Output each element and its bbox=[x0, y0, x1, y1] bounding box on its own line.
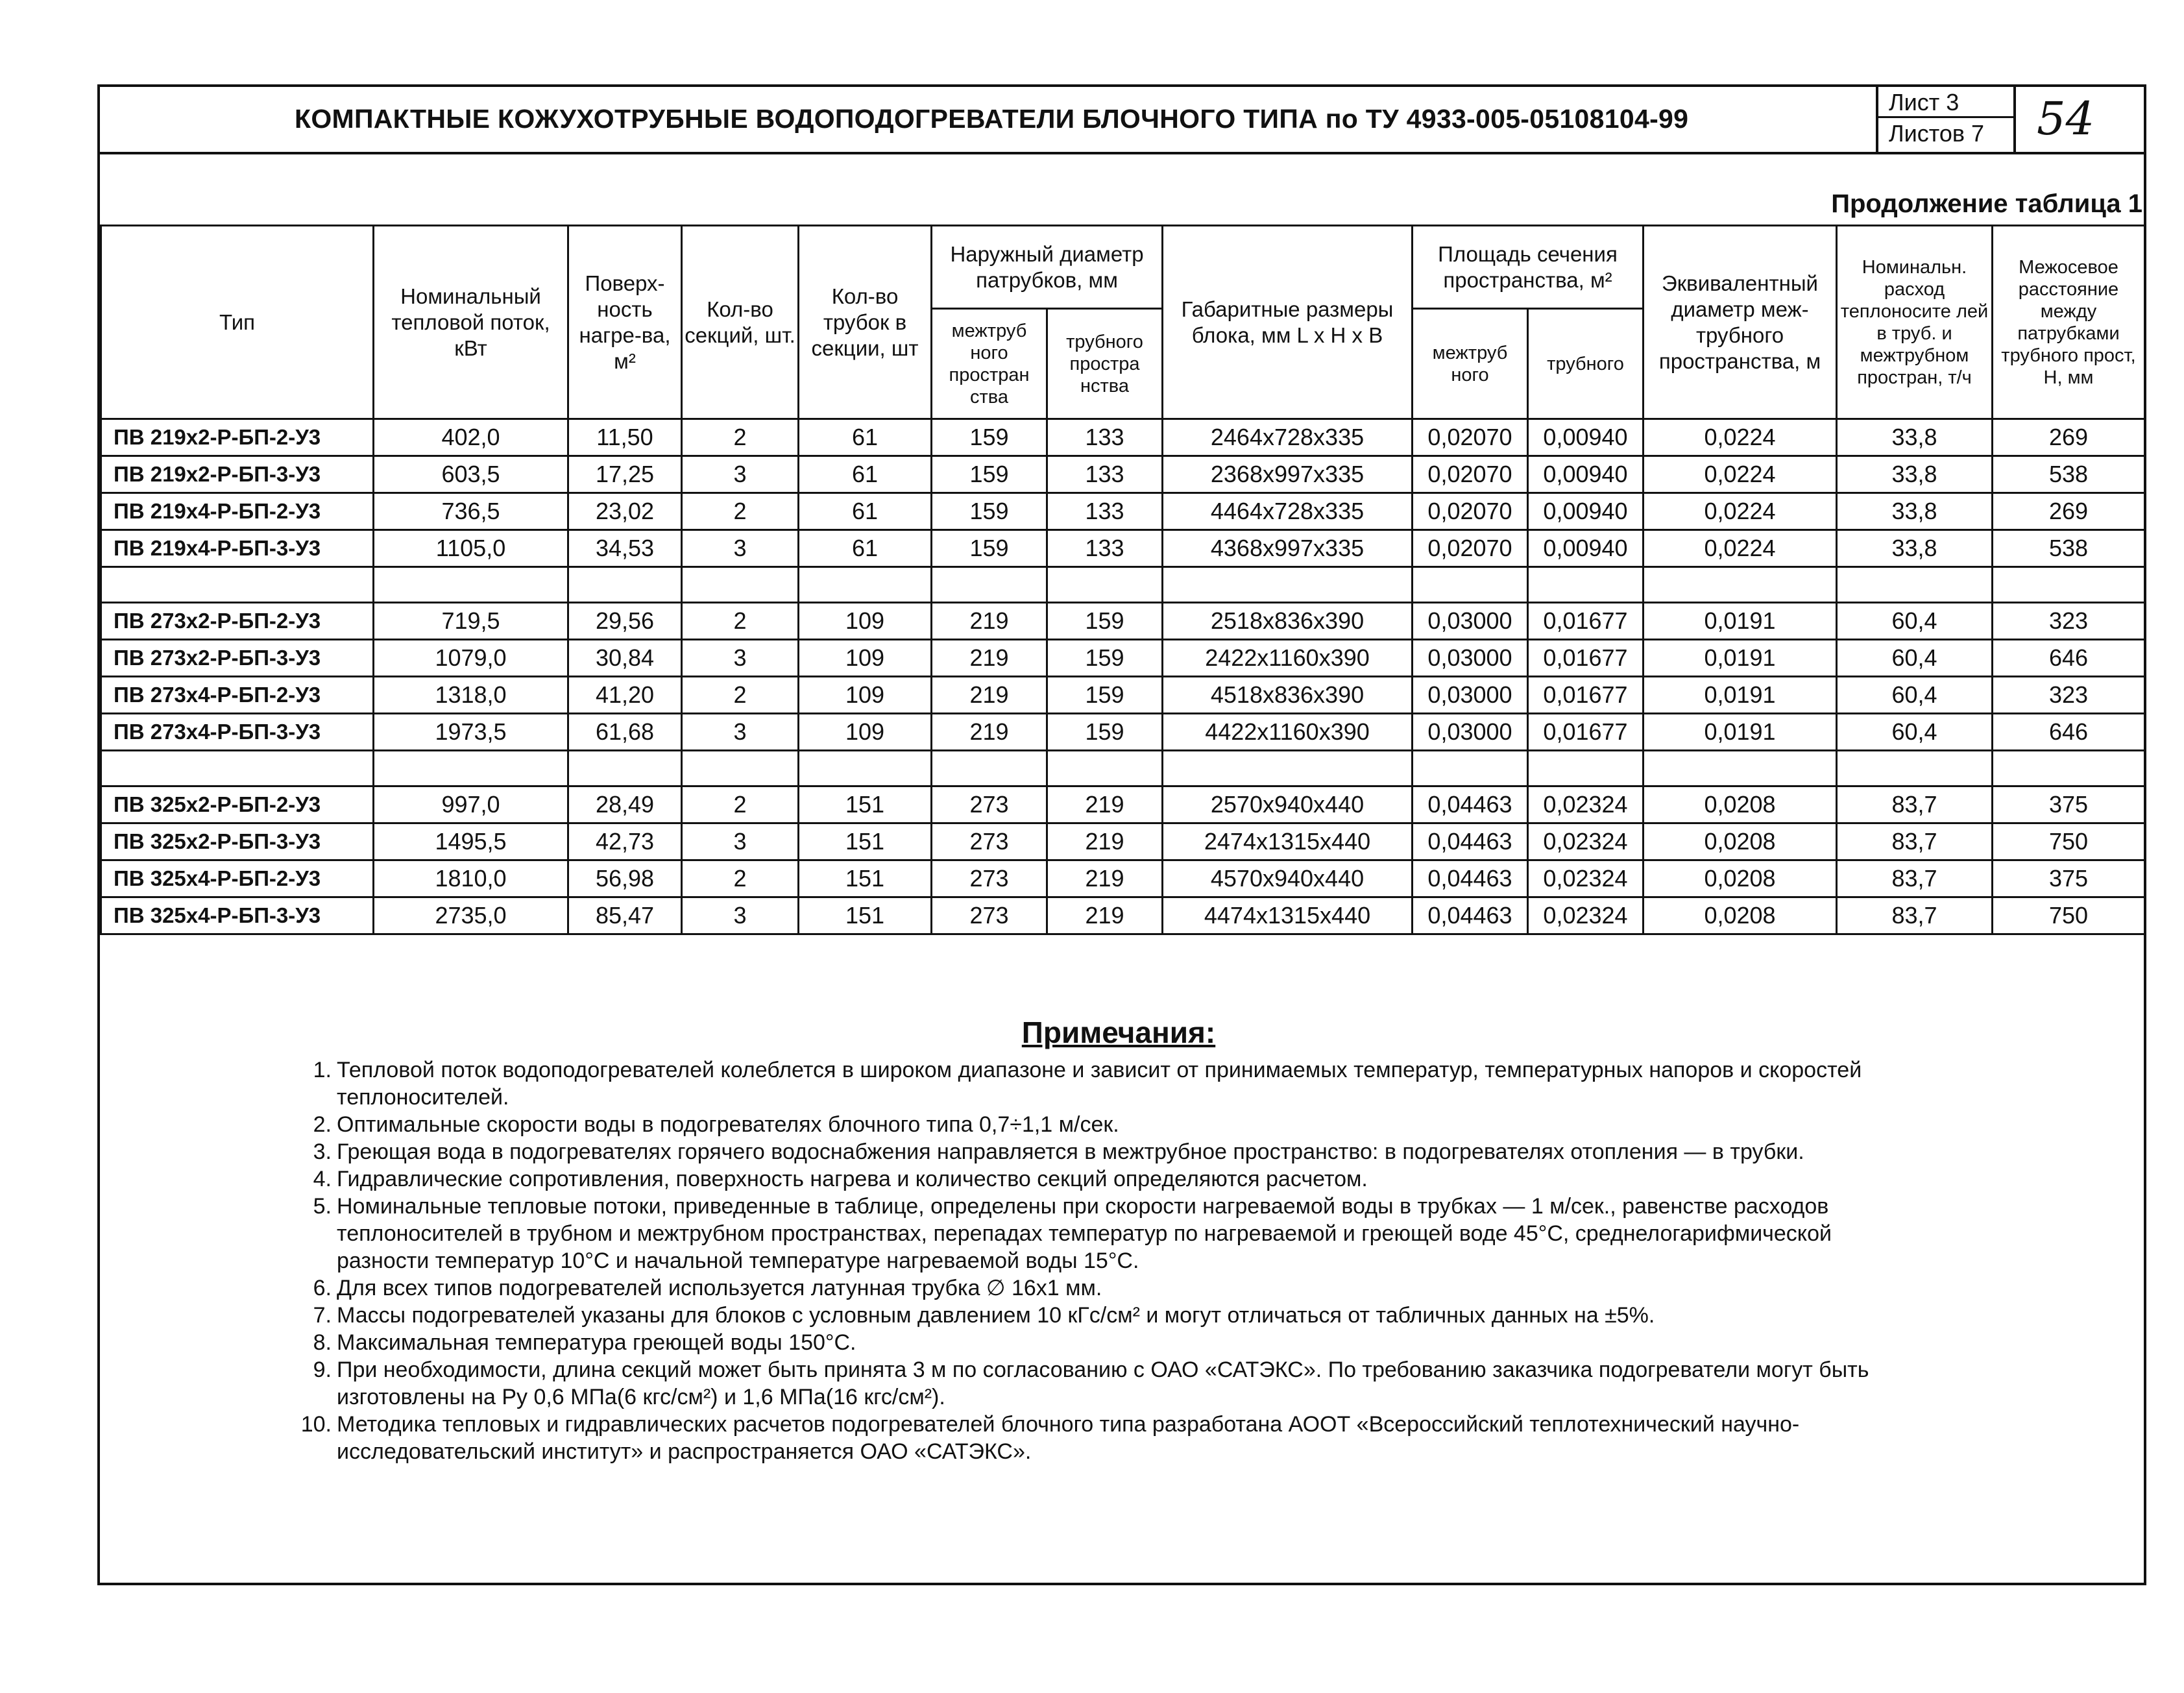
cell-type: ПВ 325х4-Р-БП-3-У3 bbox=[101, 897, 374, 934]
table-cell: 273 bbox=[932, 860, 1047, 897]
table-cell: 4368х997х335 bbox=[1163, 530, 1413, 567]
table-cell: 133 bbox=[1047, 530, 1163, 567]
table-cell: 538 bbox=[1993, 530, 2145, 567]
empty-cell bbox=[1047, 751, 1163, 786]
table-row bbox=[101, 456, 2145, 493]
note-number: 2. bbox=[313, 1112, 332, 1137]
table-cell: 2518х836х390 bbox=[1163, 603, 1413, 640]
cell-type: ПВ 273х4-Р-БП-2-У3 bbox=[101, 677, 374, 714]
header-nozzle-tube: трубного простра нства bbox=[1047, 309, 1163, 419]
table-row bbox=[101, 493, 2145, 530]
table-cell: 0,04463 bbox=[1413, 786, 1528, 823]
cell-type: ПВ 219х2-Р-БП-2-У3 bbox=[101, 419, 374, 456]
empty-cell bbox=[1993, 567, 2145, 603]
table-cell: 4464х728х335 bbox=[1163, 493, 1413, 530]
table-cell: 0,0224 bbox=[1644, 530, 1837, 567]
sheet-info bbox=[1876, 87, 2016, 152]
table-row bbox=[101, 897, 2145, 934]
table-cell: 0,02324 bbox=[1528, 786, 1644, 823]
table-cell: 159 bbox=[1047, 677, 1163, 714]
note-item bbox=[311, 1193, 1907, 1274]
table-row bbox=[101, 640, 2145, 677]
table-cell: 151 bbox=[799, 786, 932, 823]
note-item bbox=[300, 1411, 1907, 1465]
table-cell: 0,0191 bbox=[1644, 603, 1837, 640]
table-cell: 2 bbox=[682, 419, 799, 456]
table-cell: 736,5 bbox=[374, 493, 568, 530]
header-dimensions: Габаритные размеры блока, мм L x H x B bbox=[1163, 226, 1413, 419]
table-cell: 273 bbox=[932, 786, 1047, 823]
empty-cell bbox=[682, 567, 799, 603]
table-cell: 0,03000 bbox=[1413, 714, 1528, 751]
table-cell: 56,98 bbox=[568, 860, 682, 897]
empty-cell bbox=[682, 751, 799, 786]
table-cell: 4422х1160х390 bbox=[1163, 714, 1413, 751]
table-cell: 2 bbox=[682, 603, 799, 640]
note-text: Для всех типов подогревателей используется латунная трубка ∅ 16х1 мм. bbox=[337, 1276, 1102, 1300]
header-equivalent-diameter: Эквивалентный диаметр меж-трубного пространства, м bbox=[1644, 226, 1837, 419]
handwritten-page-number: 54 bbox=[2037, 92, 2095, 145]
table-header bbox=[101, 226, 2145, 419]
table-cell: 2474х1315х440 bbox=[1163, 823, 1413, 860]
table-cell: 159 bbox=[932, 493, 1047, 530]
table-cell: 323 bbox=[1993, 677, 2145, 714]
table-cell: 2464х728х335 bbox=[1163, 419, 1413, 456]
note-number: 7. bbox=[313, 1303, 332, 1328]
table-cell: 159 bbox=[932, 530, 1047, 567]
table-row bbox=[101, 677, 2145, 714]
table-cell: 719,5 bbox=[374, 603, 568, 640]
document-frame bbox=[97, 84, 2146, 1585]
note-text: Гидравлические сопротивления, поверхность нагрева и количество секций определяются расчетом. bbox=[337, 1167, 1368, 1191]
note-text: Греющая вода в подогревателях горячего водоснабжения направляется в межтрубное пространство: в подогревателях отопления — в трубки. bbox=[337, 1139, 1804, 1164]
table-cell: 0,0208 bbox=[1644, 823, 1837, 860]
table-cell: 0,02324 bbox=[1528, 823, 1644, 860]
table-cell: 603,5 bbox=[374, 456, 568, 493]
note-number: 9. bbox=[313, 1358, 332, 1382]
table-cell: 3 bbox=[682, 714, 799, 751]
table-cell: 23,02 bbox=[568, 493, 682, 530]
table-cell: 219 bbox=[932, 677, 1047, 714]
empty-cell bbox=[374, 567, 568, 603]
note-item bbox=[311, 1111, 1907, 1138]
table-cell: 61 bbox=[799, 419, 932, 456]
table-continuation-label: Продолжение таблица 1 bbox=[1831, 189, 2142, 218]
table-body bbox=[101, 419, 2145, 934]
table-cell: 4518х836х390 bbox=[1163, 677, 1413, 714]
empty-cell bbox=[1413, 567, 1528, 603]
empty-cell bbox=[1163, 751, 1413, 786]
table-cell: 0,0224 bbox=[1644, 493, 1837, 530]
table-cell: 750 bbox=[1993, 823, 2145, 860]
table-row bbox=[101, 419, 2145, 456]
cell-type: ПВ 273х2-Р-БП-2-У3 bbox=[101, 603, 374, 640]
empty-cell bbox=[1528, 567, 1644, 603]
table-cell: 0,03000 bbox=[1413, 677, 1528, 714]
header-nozzle-intertube: межтруб ного простран ства bbox=[932, 309, 1047, 419]
table-cell: 1495,5 bbox=[374, 823, 568, 860]
empty-cell bbox=[101, 567, 374, 603]
note-number: 5. bbox=[313, 1194, 332, 1219]
empty-cell bbox=[799, 751, 932, 786]
cell-type: ПВ 325х2-Р-БП-2-У3 bbox=[101, 786, 374, 823]
header-sections: Кол-во секций, шт. bbox=[682, 226, 799, 419]
empty-cell bbox=[799, 567, 932, 603]
empty-cell bbox=[101, 751, 374, 786]
table-row bbox=[101, 860, 2145, 897]
table-cell: 1973,5 bbox=[374, 714, 568, 751]
table-cell: 375 bbox=[1993, 786, 2145, 823]
note-item bbox=[311, 1302, 1907, 1329]
header-area-tube: трубного bbox=[1528, 309, 1644, 419]
table-cell: 323 bbox=[1993, 603, 2145, 640]
table-cell: 151 bbox=[799, 860, 932, 897]
empty-cell bbox=[568, 567, 682, 603]
empty-cell bbox=[1413, 751, 1528, 786]
table-cell: 1105,0 bbox=[374, 530, 568, 567]
cell-type: ПВ 273х2-Р-БП-3-У3 bbox=[101, 640, 374, 677]
table-cell: 0,03000 bbox=[1413, 640, 1528, 677]
empty-cell bbox=[1837, 751, 1993, 786]
note-text: Оптимальные скорости воды в подогревателях блочного типа 0,7÷1,1 м/сек. bbox=[337, 1112, 1119, 1137]
table-cell: 60,4 bbox=[1837, 714, 1993, 751]
table-cell: 33,8 bbox=[1837, 419, 1993, 456]
table-cell: 0,0191 bbox=[1644, 640, 1837, 677]
table-cell: 646 bbox=[1993, 640, 2145, 677]
table-cell: 0,01677 bbox=[1528, 677, 1644, 714]
table-cell: 269 bbox=[1993, 493, 2145, 530]
empty-cell bbox=[1837, 567, 1993, 603]
table-cell: 151 bbox=[799, 823, 932, 860]
table-cell: 0,01677 bbox=[1528, 714, 1644, 751]
table-cell: 0,00940 bbox=[1528, 530, 1644, 567]
note-text: Максимальная температура греющей воды 150°С. bbox=[337, 1330, 856, 1355]
table-group-separator bbox=[101, 751, 2145, 786]
table-cell: 0,04463 bbox=[1413, 860, 1528, 897]
table-cell: 1810,0 bbox=[374, 860, 568, 897]
table-cell: 538 bbox=[1993, 456, 2145, 493]
note-number: 1. bbox=[313, 1058, 332, 1082]
table-row bbox=[101, 714, 2145, 751]
table-cell: 83,7 bbox=[1837, 860, 1993, 897]
table-cell: 33,8 bbox=[1837, 530, 1993, 567]
cell-type: ПВ 219х2-Р-БП-3-У3 bbox=[101, 456, 374, 493]
table-cell: 2422х1160х390 bbox=[1163, 640, 1413, 677]
table-cell: 0,04463 bbox=[1413, 897, 1528, 934]
note-item bbox=[311, 1356, 1907, 1411]
table-cell: 219 bbox=[1047, 786, 1163, 823]
table-cell: 0,02070 bbox=[1413, 456, 1528, 493]
table-cell: 2 bbox=[682, 493, 799, 530]
table-cell: 0,00940 bbox=[1528, 493, 1644, 530]
table-cell: 0,0208 bbox=[1644, 786, 1837, 823]
table-cell: 0,02324 bbox=[1528, 860, 1644, 897]
table-cell: 219 bbox=[1047, 823, 1163, 860]
notes-list bbox=[300, 1056, 1907, 1465]
table-cell: 109 bbox=[799, 677, 932, 714]
table-cell: 402,0 bbox=[374, 419, 568, 456]
table-cell: 109 bbox=[799, 603, 932, 640]
table-cell: 133 bbox=[1047, 419, 1163, 456]
table-cell: 30,84 bbox=[568, 640, 682, 677]
note-text: Методика тепловых и гидравлических расчетов подогревателей блочного типа разработана АООТ «Всероссийский теплотехнический научно-исследовательский институт» и распространяется ОАО «САТЭКС». bbox=[337, 1412, 1800, 1464]
note-text: Номинальные тепловые потоки, приведенные в таблице, определены при скорости нагреваемой воды в трубках — 1 м/сек., равенстве расходов теплоносителей в трубном и межтрубном пространствах, перепадах температур по нагреваемой и греющей воде 45°С, среднелогарифмической разности температур 10°С и начальной температуре нагреваемой воды 15°С. bbox=[337, 1194, 1832, 1273]
table-cell: 109 bbox=[799, 640, 932, 677]
table-cell: 0,0224 bbox=[1644, 456, 1837, 493]
table-cell: 0,0208 bbox=[1644, 897, 1837, 934]
table-cell: 0,01677 bbox=[1528, 640, 1644, 677]
table-cell: 646 bbox=[1993, 714, 2145, 751]
empty-cell bbox=[1993, 751, 2145, 786]
note-item bbox=[311, 1274, 1907, 1302]
table-cell: 1318,0 bbox=[374, 677, 568, 714]
table-cell: 219 bbox=[932, 640, 1047, 677]
note-number: 8. bbox=[313, 1330, 332, 1355]
table-cell: 33,8 bbox=[1837, 493, 1993, 530]
header-surface: Поверх-ность нагре-ва, м² bbox=[568, 226, 682, 419]
table-cell: 33,8 bbox=[1837, 456, 1993, 493]
note-item bbox=[311, 1165, 1907, 1193]
table-cell: 60,4 bbox=[1837, 677, 1993, 714]
table-cell: 159 bbox=[932, 419, 1047, 456]
table-cell: 219 bbox=[1047, 897, 1163, 934]
table-cell: 159 bbox=[1047, 714, 1163, 751]
table-row bbox=[101, 823, 2145, 860]
table-cell: 0,0191 bbox=[1644, 677, 1837, 714]
table-cell: 0,0224 bbox=[1644, 419, 1837, 456]
empty-cell bbox=[932, 751, 1047, 786]
empty-cell bbox=[1047, 567, 1163, 603]
note-number: 4. bbox=[313, 1167, 332, 1191]
table-row bbox=[101, 786, 2145, 823]
table-cell: 17,25 bbox=[568, 456, 682, 493]
title-block bbox=[100, 87, 2144, 154]
table-cell: 3 bbox=[682, 897, 799, 934]
note-text: При необходимости, длина секций может быть принята 3 м по согласованию с ОАО «САТЭКС». По требованию заказчика подогреватели могут быть изготовлены на Ру 0,6 МПа(6 кгс/см²) и 1,6 МПа(16 кгс/см²). bbox=[337, 1358, 1869, 1409]
table-cell: 2570х940х440 bbox=[1163, 786, 1413, 823]
table-cell: 41,20 bbox=[568, 677, 682, 714]
table-cell: 0,01677 bbox=[1528, 603, 1644, 640]
cell-type: ПВ 219х4-Р-БП-2-У3 bbox=[101, 493, 374, 530]
table-cell: 2368х997х335 bbox=[1163, 456, 1413, 493]
table-cell: 219 bbox=[1047, 860, 1163, 897]
table-cell: 997,0 bbox=[374, 786, 568, 823]
table-row bbox=[101, 603, 2145, 640]
note-number: 10. bbox=[300, 1412, 332, 1437]
table-cell: 28,49 bbox=[568, 786, 682, 823]
cell-type: ПВ 325х4-Р-БП-2-У3 bbox=[101, 860, 374, 897]
notes-title: Примечания: bbox=[1021, 1016, 1216, 1049]
empty-cell bbox=[1644, 751, 1837, 786]
table-cell: 3 bbox=[682, 823, 799, 860]
table-cell: 0,02070 bbox=[1413, 530, 1528, 567]
table-cell: 60,4 bbox=[1837, 603, 1993, 640]
empty-cell bbox=[932, 567, 1047, 603]
header-area-intertube: межтруб ного bbox=[1413, 309, 1528, 419]
empty-cell bbox=[1163, 567, 1413, 603]
table-cell: 34,53 bbox=[568, 530, 682, 567]
table-cell: 3 bbox=[682, 530, 799, 567]
header-nozzle-diameter: Наружный диаметр патрубков, мм bbox=[932, 226, 1163, 309]
document-title: КОМПАКТНЫЕ КОЖУХОТРУБНЫЕ ВОДОПОДОГРЕВАТЕЛИ БЛОЧНОГО ТИПА по ТУ 4933-005-05108104-99 bbox=[295, 104, 1689, 134]
table-cell: 0,04463 bbox=[1413, 823, 1528, 860]
header-center-distance: Межосевое расстояние между патрубками трубного прост, Н, мм bbox=[1993, 226, 2145, 419]
table-cell: 0,02070 bbox=[1413, 493, 1528, 530]
table-cell: 61 bbox=[799, 493, 932, 530]
table-cell: 83,7 bbox=[1837, 823, 1993, 860]
cell-type: ПВ 273х4-Р-БП-3-У3 bbox=[101, 714, 374, 751]
table-row bbox=[101, 530, 2145, 567]
table-cell: 83,7 bbox=[1837, 897, 1993, 934]
specification-table bbox=[100, 225, 2146, 935]
table-cell: 3 bbox=[682, 456, 799, 493]
table-cell: 159 bbox=[1047, 640, 1163, 677]
note-item bbox=[311, 1329, 1907, 1356]
note-item bbox=[311, 1138, 1907, 1165]
notes-section bbox=[300, 1015, 1907, 1465]
table-cell: 273 bbox=[932, 897, 1047, 934]
table-cell: 1079,0 bbox=[374, 640, 568, 677]
table-cell: 0,03000 bbox=[1413, 603, 1528, 640]
table-cell: 0,0208 bbox=[1644, 860, 1837, 897]
table-cell: 61 bbox=[799, 530, 932, 567]
table-cell: 133 bbox=[1047, 456, 1163, 493]
table-cell: 109 bbox=[799, 714, 932, 751]
table-cell: 2 bbox=[682, 860, 799, 897]
header-nominal-flow: Номинальн. расход теплоносите лей в труб. и межтрубном простран, т/ч bbox=[1837, 226, 1993, 419]
table-cell: 4474х1315х440 bbox=[1163, 897, 1413, 934]
table-cell: 269 bbox=[1993, 419, 2145, 456]
header-section-area: Площадь сечения пространства, м² bbox=[1413, 226, 1644, 309]
table-cell: 219 bbox=[932, 714, 1047, 751]
table-cell: 42,73 bbox=[568, 823, 682, 860]
sheet-number: Лист 3 bbox=[1878, 87, 2013, 118]
table-cell: 273 bbox=[932, 823, 1047, 860]
table-cell: 61,68 bbox=[568, 714, 682, 751]
table-cell: 61 bbox=[799, 456, 932, 493]
table-cell: 159 bbox=[1047, 603, 1163, 640]
table-cell: 375 bbox=[1993, 860, 2145, 897]
cell-type: ПВ 219х4-Р-БП-3-У3 bbox=[101, 530, 374, 567]
cell-type: ПВ 325х2-Р-БП-3-У3 bbox=[101, 823, 374, 860]
empty-cell bbox=[1528, 751, 1644, 786]
empty-cell bbox=[374, 751, 568, 786]
table-cell: 0,00940 bbox=[1528, 456, 1644, 493]
table-cell: 85,47 bbox=[568, 897, 682, 934]
note-item bbox=[311, 1056, 1907, 1111]
table-cell: 159 bbox=[932, 456, 1047, 493]
table-cell: 2 bbox=[682, 786, 799, 823]
table-cell: 11,50 bbox=[568, 419, 682, 456]
table-group-separator bbox=[101, 567, 2145, 603]
header-power: Номинальный тепловой поток, кВт bbox=[374, 226, 568, 419]
table-cell: 0,00940 bbox=[1528, 419, 1644, 456]
table-cell: 29,56 bbox=[568, 603, 682, 640]
table-cell: 60,4 bbox=[1837, 640, 1993, 677]
header-type: Тип bbox=[101, 226, 374, 419]
table-cell: 133 bbox=[1047, 493, 1163, 530]
table-cell: 3 bbox=[682, 640, 799, 677]
table-cell: 0,02070 bbox=[1413, 419, 1528, 456]
table-cell: 750 bbox=[1993, 897, 2145, 934]
note-text: Тепловой поток водоподогревателей колеблется в широком диапазоне и зависит от принимаемых температур, температурных напоров и скоростей теплоносителей. bbox=[337, 1058, 1862, 1110]
table-cell: 151 bbox=[799, 897, 932, 934]
note-text: Массы подогревателей указаны для блоков с условным давлением 10 кГс/см² и могут отличаться от табличных данных на ±5%. bbox=[337, 1303, 1655, 1328]
header-tubes: Кол-во трубок в секции, шт bbox=[799, 226, 932, 419]
table-cell: 4570х940х440 bbox=[1163, 860, 1413, 897]
table-cell: 0,02324 bbox=[1528, 897, 1644, 934]
table-cell: 83,7 bbox=[1837, 786, 1993, 823]
sheets-total: Листов 7 bbox=[1889, 120, 1984, 147]
empty-cell bbox=[568, 751, 682, 786]
table-cell: 219 bbox=[932, 603, 1047, 640]
table-cell: 0,0191 bbox=[1644, 714, 1837, 751]
note-number: 6. bbox=[313, 1276, 332, 1300]
note-number: 3. bbox=[313, 1139, 332, 1164]
table-cell: 2 bbox=[682, 677, 799, 714]
table-cell: 2735,0 bbox=[374, 897, 568, 934]
empty-cell bbox=[1644, 567, 1837, 603]
